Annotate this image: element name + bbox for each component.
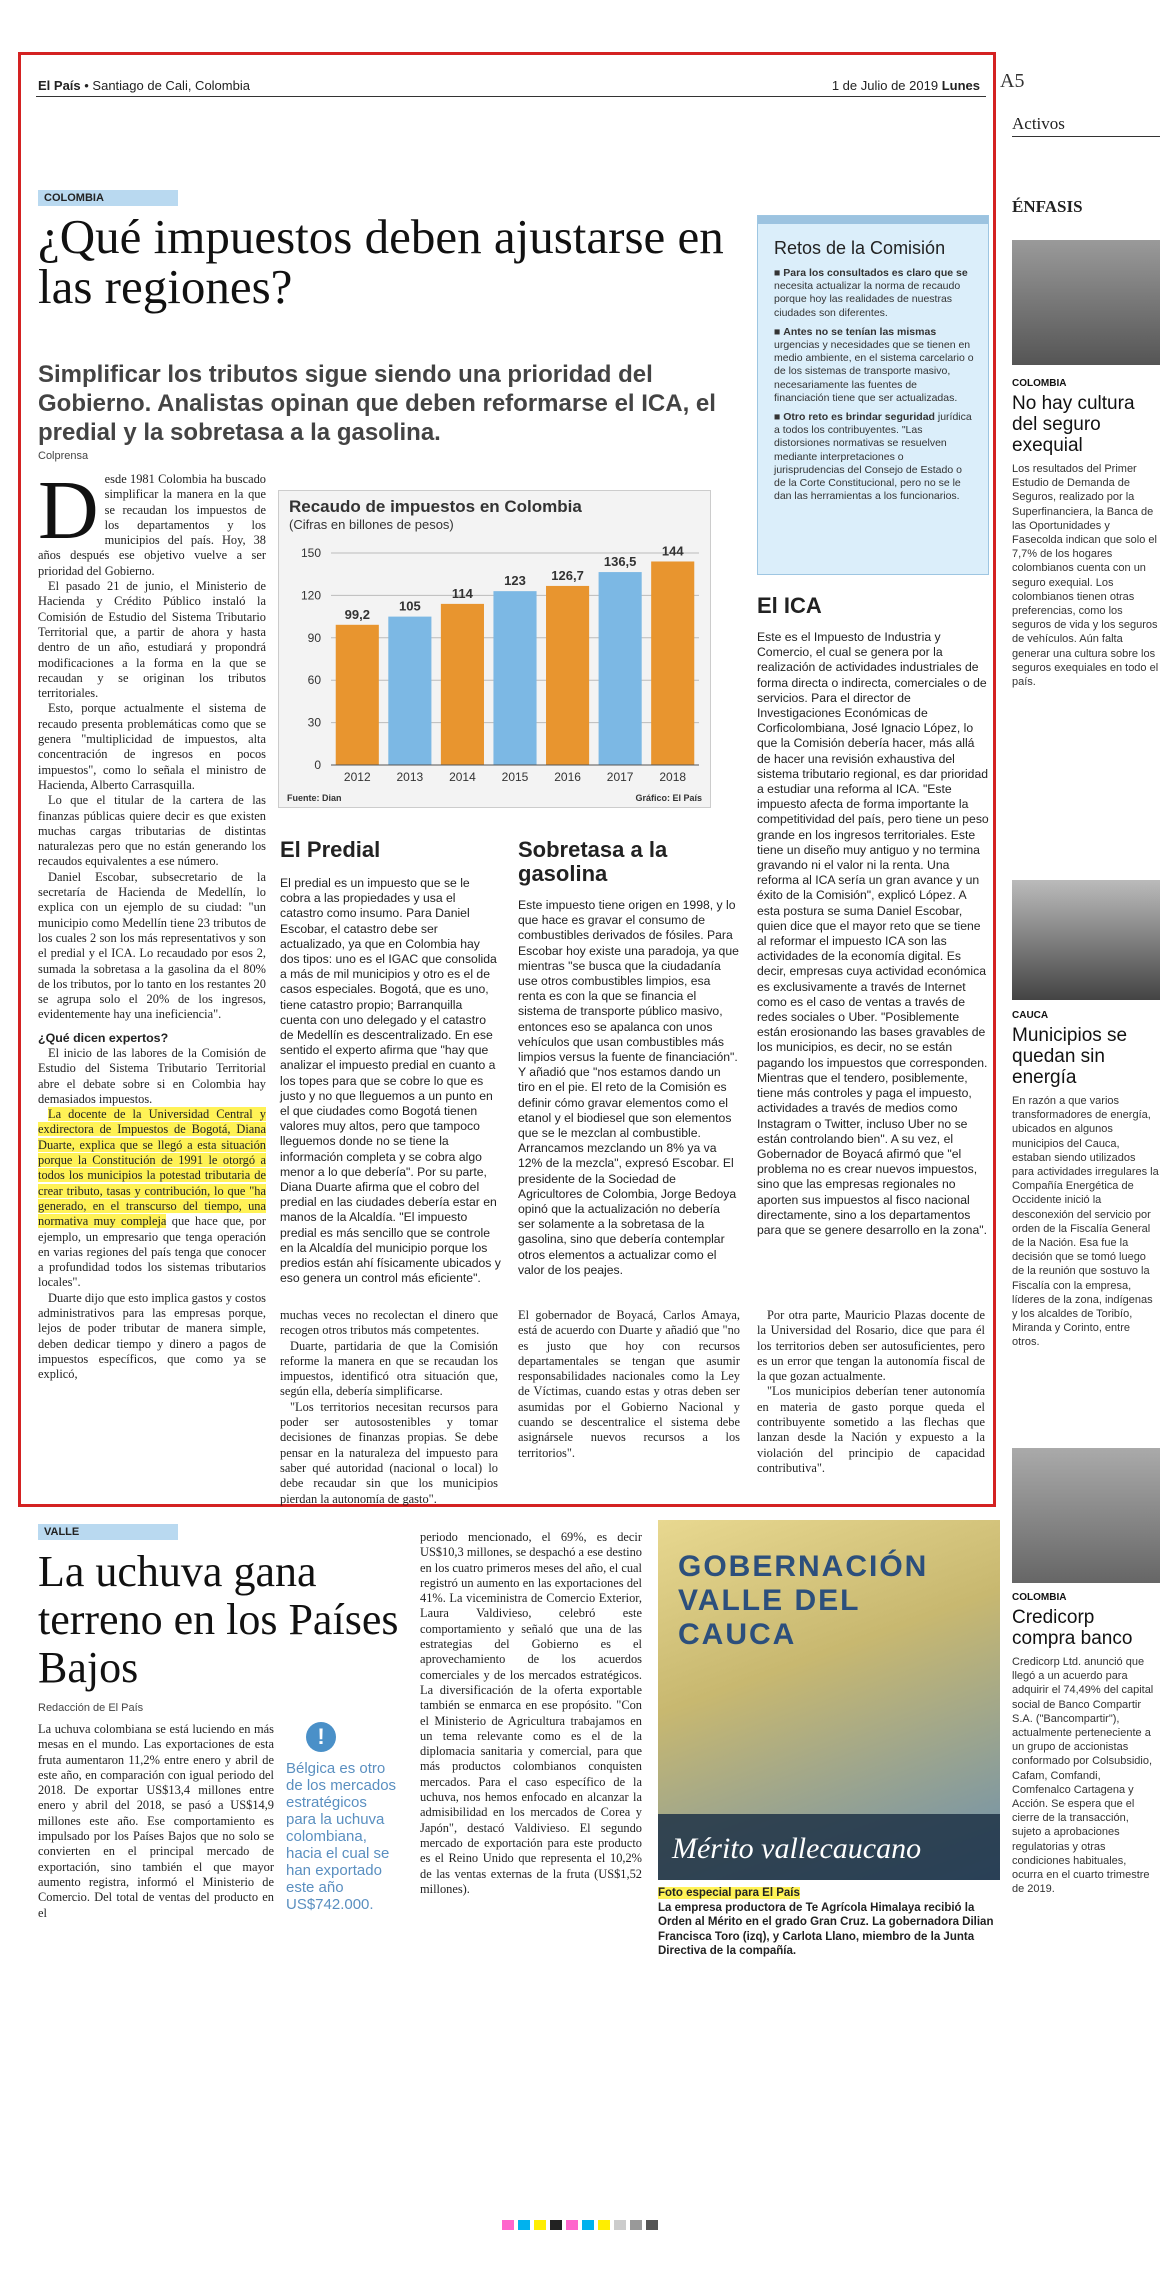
chart-source: Fuente: Dian [287,793,342,803]
article-col2-bottom: muchas veces no recolectan el dinero que recogen otros tributos más competentes. Duarte, partidaria de que la Comisión reforme la manera en que se recaudan los impuestos, identificó otra situación que, según ella, debería simplificarse. "Los territorios necesitan recursos para poder ser autosostenibles y tomar decisiones de finanzas propias. Se debe pensar en la naturaleza del impuesto para saber qué autoridad (nacional o local) lo debe recaudar sin que los municipios pierdan la autonomía de gasto". [280,1308,498,1506]
chart-title: Recaudo de impuestos en Colombia [289,497,582,516]
ica-body: Este es el Impuesto de Industria y Comercio, el cual se genera por la realización de actividades industriales de forma directa o indirecta, comerciales o de servicios. Para el director de Investigaciones Económicas de Corficolombiana, José Ignacio López, lo que la Comisión debería hacer, más allá de hacer una revisión exhaustiva del sistema tributario regional, es dar prioridad a estudiar una reforma al ICA. "Este impuesto afecta de forma importante la competitividad del país, pero tiene un peso grande en los ingresos territoriales. Este tiene un diseño muy antiguo y no termina gravando ni el valor ni la renta. Una reforma al ICA sería un gran avance y un éxito de la Comisión", explicó López. A esta postura se suma Daniel Escobar, quien dice que el mayor reto que se tiene al reformar el impuesto ICA son las actividades de la economía digital. Es decir, empresas cuya actividad económica es exclusivamente a través de Internet como es el caso de ventas a través de redes sociales o Uber. "Posiblemente están erosionando las bases gravables de los municipios, es decir, no se están pagando los impuestos que corresponden. Mientras que el tendero, posiblemente, tiene más controles y paga el impuesto, actividades a través de medios como Instagram o Twitter, incluso Uber no se están controlando bien". A su vez, el Gobernador de Boyacá afirmó que "el problema no es crear nuevos impuestos, sino que las empresas regionales no aporten sus impuestos al fisco nacional directamente, sino a los departamentos para que se genere desarrollo en la zona". [757,630,989,1237]
byline: Colprensa [38,450,89,462]
retos-item: ■ Otro reto es brindar seguridad jurídica a todos los contribuyentes. "Las distorsiones normativas se resuelven mediante interpretaciones o jurisprudencias del Consejo de Estado o de la Corte Constitucional, pero no se le dan las herramientas a los funcionarios. [774,411,972,503]
dropcap: D [38,464,99,557]
highlighted-quote: La docente de la Universidad Central y exdirectora de Impuestos de Bogotá, Diana Duarte, explica que se llegó a esta situación porque la Constitución de 1991 le otorgó a todos los municipios la potestad tributaria de crear tributo, tasas y contribución, lo que "ha generado, en el transcurso del tiempo, una normativa muy compleja [38,1107,266,1229]
sobretasa-heading: Sobretasa a la gasolina [518,837,668,886]
x-tick-label: 2017 [606,770,634,784]
col1-p4: Lo que el titular de la cartera de las finanzas públicas quiere decir es que existen muchas cargas tributarias de distintas naturalezas pero que no están generando los recaudos equivalentes a ese número. [38,793,266,869]
city: • Santiago de Cali, Colombia [84,78,250,93]
col1-p6: El inicio de las labores de la Comisión de Estudio del Sistema Tributario Territorial abre el debate sobre si en Colombia hay demasiados impuestos. [38,1045,266,1106]
uchuva-col1: La uchuva colombiana se está luciendo en más mesas en el mundo. Las exportaciones de esta fruta aumentaron 11,2% entre enero y abril de este año, en comparación con igual periodo del 2018. De exportar US$13,4 millones entre enero y abril del 2018, se pasó a US$14,9 millones este año. Ese comportamiento es impulsado por los Países Bajos que no solo se convierten en el principal mercado de exportación, sino también el que mayor aumento registra, informó el Ministerio de Comercio. Del total de ventas del producto en el [38,1722,274,1920]
article-kicker: COLOMBIA [38,190,178,206]
color-swatch [598,2220,610,2230]
page-number: A5 [1000,70,1025,92]
predial-body: El predial es un impuesto que se le cobra a las propiedades y usa el catastro como insumo. Para Daniel Escobar, el catastro debe ser actualizado, ya que en Colombia hay dos tipos: uno es el IGAC que consolida a más de mil municipios y otro es el de casos especiales. Bogotá, que es uno, tiene catastro propio; Barranquilla cuenta con uno delegado y el catastro de Medellín es descentralizado. En ese sentido el experto afirma que "hay que analizar el impuesto predial en cuanto a los topes para que se cobre lo que es justo y no que lleguemos a un punto en el que ciudades como Bogotá tienen valores muy altos, pero que tampoco lleguemos donde no se tiene la información completa y se cobra algo menor a lo que debería". Por su parte, Diana Duarte afirma que el cobro del predial en las ciudades debería estar en manos de la Alcaldía. "El impuesto predial es más sencillo que se controle en la Alcaldía del municipio porque los predios están ahí físicamente ubicados y eso genera un control más eficiente". [280,876,501,1286]
col1-p5: Daniel Escobar, subsecretario de la secretaría de Hacienda de Medellín, lo explica con un ejemplo de su ciudad: "un municipio como Medellín tiene 23 tributos de los cuales 2 son los más representativos y son el predial y el ICA. Lo recaudado por esos 2, sumada la sobretasa a la gasolina da el 80% de los tributos, por lo tanto en los restantes 20 se agrupa solo el 20% de los ingresos, evidentemente hay una ineficiencia". [38,869,266,1022]
sobretasa-body: Este impuesto tiene origen en 1998, y lo que hace es gravar el consumo de combustibles derivados de fósiles. Para Escobar hoy existe una paradoja, ya que mientras "se busca que la ciudadanía use otros combustibles limpios, esa renta es con la que se financia el sistema de transporte público masivo, entonces eso se apalanca con unos vehículos que usan combustibles más limpios versus la fuente de financiación". Y añadió que "nos estamos dando un tiro en el pie. El reto de la Comisión es definir cómo gravar elementos como el etanol y el biodiesel que son elementos que se le mezclan al combustible. Arrancamos mezclando un 8% ya va 12% de la mezcla", expresó Escobar. El presidente de la Sociedad de Agricultores de Colombia, Jorge Bedoya opinó que la actualización no debería ser solamente a la sobretasa de la gasolina, sino que debería contemplar otros elementos a actualizar como el valor de los peajes. [518,898,739,1277]
uchuva-byline: Redacción de El País [38,1702,144,1714]
photo-caption-wrap [658,1886,1000,1959]
sidebar-item-2: CAUCA Municipios se quedan sin energía En razón a que varios transformadores de energía, ubicados en algunos municipios del Cauca, estaban siendo utilizados para actividades irregulares la Compañía Energética de Occidente inició la desconexión del servicio por orden de la Fiscalía General de la Nación. Esa fue la decisión que se tomó luego de la reunión que sostuvo la Fiscalía con la empresa, líderes de la zona, indígenas y los alcaldes de Toribío, Miranda y Corinto, entre otros. [1012,1010,1159,1349]
y-tick-label: 30 [307,715,321,730]
photo-caption: La empresa productora de Te Agrícola Himalaya recibió la Orden al Mérito en el grado Gran Cruz. La gobernadora Dilian Francisca Toro (izq), y Carlota Llano, miembro de la Junta Directiva de la compañía. [658,1901,994,1957]
sidebar-photo-1 [1012,240,1160,365]
photo-credit: Foto especial para El País [658,1887,800,1899]
article-col4-bottom: Por otra parte, Mauricio Plazas docente de la Universidad del Rosario, dice que para él los territorios deben ser autosuficientes, pero es un error que tengan la autonomía fiscal de la que gozan actualmente. "Los municipios deberían tener autonomía en materia de gasto porque queda el contribuyente sometido a las flechas que lanzan desde la Nación y expuesto a la violación del principio de capacidad contributiva". [757,1308,985,1475]
col1-p3: Esto, porque actualmente el sistema de recaudo presenta problemáticas como que se genera "multiplicidad de impuestos, alta concentración de ingresos en pocos impuestos", como lo señala el ministro de Hacienda, Alberto Carrasquilla. [38,701,266,792]
retos-title: Retos de la Comisión [774,238,946,258]
predial-heading: El Predial [280,837,381,862]
color-swatch [566,2220,578,2230]
bar [336,625,379,765]
photo-banner: GOBERNACIÓN VALLE DEL CAUCA [678,1550,929,1651]
data-label: 99,2 [344,606,370,622]
y-tick-label: 150 [300,546,321,560]
uchuva-headline: La uchuva gana terreno en los Países Bajos [38,1547,399,1692]
data-label: 136,5 [603,554,637,570]
x-tick-label: 2016 [554,770,581,784]
bar [651,561,694,765]
weekday: Lunes [941,78,980,93]
color-swatch [582,2220,594,2230]
chart-credit: Gráfico: El País [635,793,702,803]
retos-item: ■ Para los consultados es claro que se necesita actualizar la norma de recaudo porque hoy las realidades de nuestras ciudades son diferentes. [774,267,968,319]
color-swatch [646,2220,658,2230]
print-color-bar [502,2220,658,2232]
col1-intro: esde 1981 Colombia ha buscado simplificar la manera en la que se recaudan los impuestos de los departamentos y los municipios del país. Hoy, 38 años después ese objetivo vuelve a ser prioridad del Gobierno. [38,472,266,578]
x-tick-label: 2018 [659,770,687,784]
y-tick-label: 0 [314,758,321,772]
data-label: 114 [451,585,473,601]
chart-box [278,490,711,808]
color-swatch [534,2220,546,2230]
data-label: 144 [661,543,684,559]
y-tick-label: 60 [307,673,321,688]
sidebar-item-3: COLOMBIA Credicorp compra banco Credicorp Ltd. anunció que llegó a un acuerdo para adquirir el 74,49% del capital social de Banco Compartir S.A. ("Bancompartir"), actualmente perteneciente a un grupo de accionistas conformado por Colsubsidio, Cafam, Comfandi, Comfenalco Cartagena y Acción. Se espera que el cierre de la transacción, sujeto a aprobaciones regulatorias y otras condiciones habituales, ocurra en el cuarto trimestre de 2019. [1012,1592,1154,1896]
x-tick-label: 2012 [343,770,371,784]
col1-p2: El pasado 21 de junio, el Ministerio de Hacienda y Crédito Público instaló la Comisión de Estudio del Sistema Tributario Territorial que, a partir de ahora y hasta dentro de un año, estudiará y propondrá modificaciones a la forma en la que se recaudan y se originan los tributos territoriales. [38,579,266,701]
expertos-heading: ¿Qué dicen expertos? [38,1030,169,1045]
photo-title: Mérito vallecaucano [672,1832,922,1865]
bar [546,586,589,765]
bar [388,617,431,765]
sidebar [1012,60,1160,217]
color-swatch [630,2220,642,2230]
x-tick-label: 2013 [396,770,424,784]
uchuva-pullquote: ! Bélgica es otro de los mercados estratégicos para la uchuva colombiana, hacia el cual se han exportado este año US$742.000. [286,1724,397,1913]
article-headline: ¿Qué impuestos deben ajustarse en las regiones? [38,209,724,314]
chart-subtitle: (Cifras en billones de pesos) [289,517,454,532]
col1-rest: que hace que, por ejemplo, un empresario que tenga operación en varias regiones del país tenga que conocer a profundidad todos los sistemas tributarios locales". [38,1214,266,1290]
exclamation-icon: ! [306,1722,336,1752]
bar [493,591,536,765]
award-photo [658,1520,1000,1880]
data-label: 105 [399,598,421,614]
color-swatch [614,2220,626,2230]
y-tick-label: 90 [307,630,321,645]
retos-item: ■ Antes no se tenían las mismas urgencias y necesidades que se tienen en medio ambiente, en el sistema carcelario o de los sistemas de transporte masivo, necesariamente las fuentes de financiación tiene que ser actualizadas. [774,325,974,404]
bar [441,604,484,765]
color-swatch [550,2220,562,2230]
sidebar-tab: Activos [1012,114,1160,137]
color-swatch [518,2220,530,2230]
sidebar-item-1: COLOMBIA No hay cultura del seguro exequial Los resultados del Primer Estudio de Demanda de Seguros, realizado por la Superfinanciera, la Banca de las Oportunidades y Fasecolda indican que solo el 7,7% de los hogares colombianos cuenta con un seguro exequial. Los colombianos tienen otras preferencias, como los seguros de vida y los seguros de vehículos. Aún falta generar una cultura sobre los seguros exequiales en todo el país. [1012,378,1159,689]
sidebar-photo-3 [1012,1448,1160,1583]
bar-chart [279,533,710,803]
retos-box [757,215,989,575]
article-deck: Simplificar los tributos sigue siendo una prioridad del Gobierno. Analistas opinan que deben reformarse el ICA, el predial y la sobretasa a la gasolina. [38,361,716,446]
data-label: 126,7 [551,567,584,583]
article-col3-bottom: El gobernador de Boyacá, Carlos Amaya, está de acuerdo con Duarte y añadió que "no es justo que hoy con recursos departamentales se tengan que asumir responsabilidades nacionales como la Ley de Víctimas, cuando estas y otras deben ser asumidas por el Gobierno Nacional y cuando se descentralice el sistema debe asignársele nuevos recursos a los territorios". [518,1308,740,1460]
x-tick-label: 2014 [449,770,476,784]
color-swatch [502,2220,514,2230]
article-col1 [38,464,266,1383]
enfasis-label: ÉNFASIS [1012,197,1083,216]
data-label: 123 [504,573,526,589]
date: 1 de Julio de 2019 [831,78,939,93]
x-tick-label: 2015 [501,770,529,784]
ica-heading: El ICA [757,593,822,618]
sidebar-photo-2 [1012,880,1160,1000]
y-tick-label: 120 [300,588,321,603]
bar [599,572,642,765]
uchuva-kicker: VALLE [38,1524,178,1540]
uchuva-col2: periodo mencionado, el 69%, es decir US$10,3 millones, se despachó a ese destino en los cuatro primeros meses del año, el cual registró un aumento en las exportaciones del 41%. La viceministra de Comercio Exterior, Laura Valdivieso, celebró este comportamiento y señaló que una de las estrategias del Gobierno es el aprovechamiento de los acuerdos comerciales y de los mercados estratégicos. La diversificación de la oferta exportable también se enmarca en ese propósito. "Con el Ministerio de Agricultura trabajamos en un tema relevante como es el de la diplomacia sanitaria y comercial, para que más productos colombianos conquisten mercados. Para el caso específico de la uchuva, nos hemos enfocado en alcanzar la admisibilidad en los mercados de Corea y Japón", destacó Valdivieso. El segundo mercado de exportación para este producto es el Reino Unido que representa el 10,2% de las ventas externas de la fruta (US$1,52 millones). [420,1530,642,1896]
paper-name: El País [38,78,81,93]
col1-p7: Duarte dijo que esto implica gastos y costos administrativos para las empresas porque, lejos de poder tributar de manera simple, deben dedicar tiempo y dinero a pagos de impuestos específicos, que como ya se explicó, [38,1290,266,1382]
